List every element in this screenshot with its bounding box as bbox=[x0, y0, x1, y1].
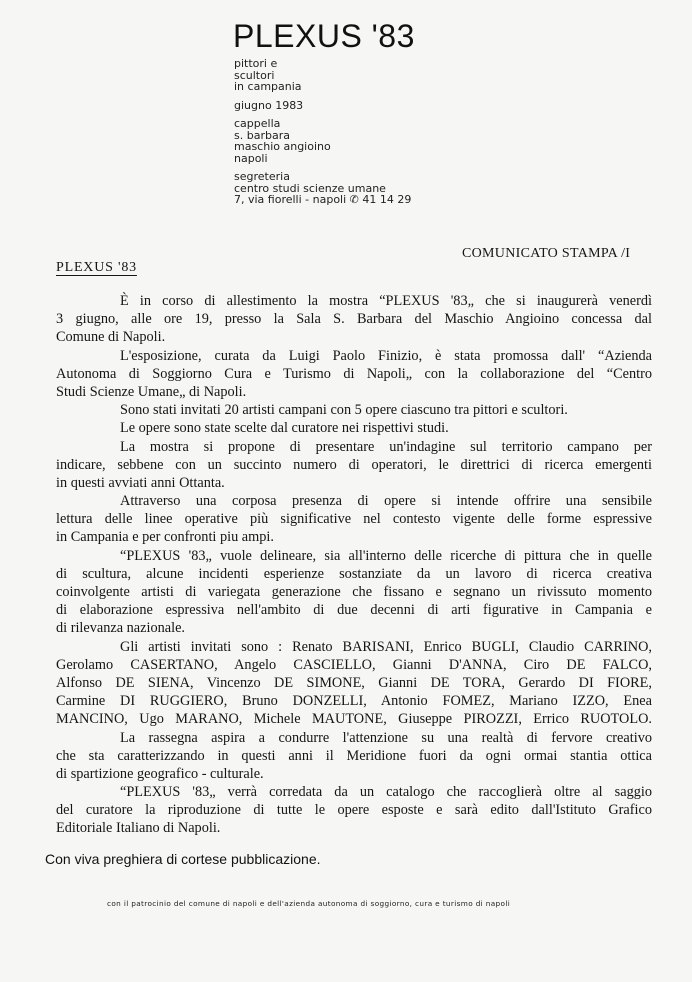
body-line: che sta caratterizzando in questi anni il Meridione fuori da ogni ormai stantia ottica bbox=[56, 747, 652, 764]
body-line: indicare, sebbene con un succinto numero di operatori, le direttrici di ricerca emergenti bbox=[56, 456, 652, 473]
body-line: MANCINO, Ugo MARANO, Michele MAUTONE, Giuseppe PIROZZI, Errico RUOTOLO. bbox=[56, 711, 652, 728]
letterhead-line: giugno 1983 bbox=[234, 98, 304, 112]
body-line: di scultura, alcune incidenti esperienze sostanziate da un lavoro di ricerca creativa bbox=[56, 565, 652, 582]
letterhead-block bbox=[234, 58, 411, 93]
closing-request: Con viva preghiera di cortese pubblicazione. bbox=[45, 851, 321, 867]
body-line: Studi Scienze Umane„ di Napoli. bbox=[56, 383, 247, 400]
body-line: “PLEXUS '83„ vuole delineare, sia all'interno delle ricerche di pittura che in quelle bbox=[120, 547, 652, 564]
letterhead-line: s. barbara bbox=[234, 128, 290, 142]
body-line: L'esposizione, curata da Luigi Paolo Finizio, è stata promossa dall' “Azienda bbox=[120, 347, 652, 364]
body-line: Gerolamo CASERTANO, Angelo CASCIELLO, Gianni D'ANNA, Ciro DE FALCO, bbox=[56, 656, 652, 673]
body-line: Attraverso una corposa presenza di opere si intende offrire una sensibile bbox=[120, 493, 652, 510]
body-line: Sono stati invitati 20 artisti campani con 5 opere ciascuno tra pittori e scultori. bbox=[120, 402, 568, 419]
body-line: Gli artisti invitati sono : Renato BARISANI, Enrico BUGLI, Claudio CARRINO, bbox=[120, 638, 652, 655]
press-release-label: COMUNICATO STAMPA /I bbox=[462, 246, 631, 261]
body-line: di spartizione geografico - culturale. bbox=[56, 765, 264, 782]
subject-heading: PLEXUS '83 bbox=[56, 260, 137, 275]
body-line: in Campania e per confronti piu ampi. bbox=[56, 529, 274, 546]
body-line: di rilevanza nazionale. bbox=[56, 620, 186, 637]
body-line: in questi avviati anni Ottanta. bbox=[56, 474, 225, 491]
letterhead-line: 7, via fiorelli - napoli ✆ 41 14 29 bbox=[234, 193, 412, 206]
body-line: “PLEXUS '83„ verrà corredata da un catalogo che raccoglierà oltre al saggio bbox=[120, 784, 652, 801]
letterhead-line: maschio angioino bbox=[234, 140, 331, 153]
letterhead-line: cappella bbox=[234, 117, 281, 130]
letterhead-line: pittori e bbox=[234, 57, 278, 70]
letterhead-line: segreteria bbox=[234, 170, 290, 183]
letterhead-block bbox=[234, 118, 411, 164]
letterhead-line: scultori bbox=[234, 68, 275, 82]
body-line: 3 giugno, alle ore 19, presso la Sala S. Barbara del Maschio Angioino concessa dal bbox=[56, 311, 652, 328]
letterhead-line: in campania bbox=[234, 80, 302, 93]
body-line: La rassegna aspira a condurre l'attenzione su una realtà di fervore creativo bbox=[120, 729, 652, 746]
body-line: Comune di Napoli. bbox=[56, 329, 166, 346]
body-line: Editoriale Italiano di Napoli. bbox=[56, 820, 221, 837]
letterhead-block bbox=[234, 171, 411, 206]
body-line: Alfonso DE SIENA, Vincenzo DE SIMONE, Gianni DE TORA, Gerardo DI FIORE, bbox=[56, 674, 652, 691]
letterhead-line: centro studi scienze umane bbox=[234, 181, 386, 195]
exhibition-title: PLEXUS '83 bbox=[233, 18, 415, 54]
body-line: È in corso di allestimento la mostra “PLEXUS '83„ che si inaugurerà venerdì bbox=[120, 293, 652, 309]
press-release-body bbox=[56, 292, 652, 838]
patronage-footer: con il patrocinio del comune di napoli e dell'azienda autonoma di soggiorno, cura e turismo di napoli bbox=[107, 899, 511, 908]
letterhead-block bbox=[234, 100, 411, 112]
letterhead-line: napoli bbox=[234, 151, 268, 165]
body-line: coinvolgente artisti di variegata generazione che fissano e segnano un rivissuto momento bbox=[56, 584, 652, 600]
body-line: Autonoma di Soggiorno Cura e Turismo di Napoli„ con la collaborazione del “Centro bbox=[56, 365, 652, 382]
body-line: Carmine DI RUGGIERO, Bruno DONZELLI, Antonio FOMEZ, Mariano IZZO, Enea bbox=[56, 693, 652, 710]
body-line: Le opere sono state scelte dal curatore nei rispettivi studi. bbox=[120, 420, 449, 437]
letterhead-details bbox=[234, 58, 411, 213]
body-line: La mostra si propone di presentare un'indagine sul territorio campano per bbox=[120, 438, 652, 455]
body-line: lettura delle linee operative più significative nel contesto vigente delle forme espressive bbox=[56, 511, 652, 528]
body-line: di elaborazione espressiva nell'ambito di due decenni di arti figurative in Campania e bbox=[56, 602, 652, 619]
body-line: del curatore la riproduzione di tutte le opere esposte e sarà edito dall'Istituto Grafico bbox=[56, 802, 652, 819]
